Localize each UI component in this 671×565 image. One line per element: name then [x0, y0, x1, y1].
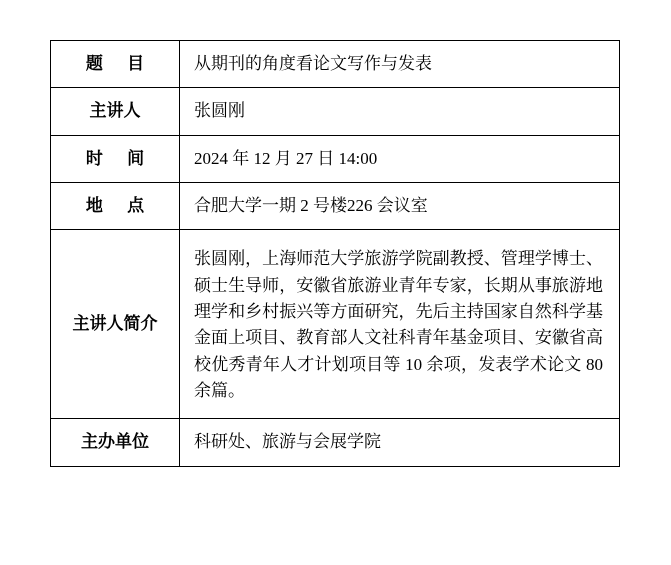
table-row [51, 135, 620, 182]
row-label-text: 时 间 [85, 148, 155, 168]
row-value-location: 合肥大学一期 2 号楼226 会议室 [180, 183, 620, 230]
table-row [51, 419, 620, 466]
row-label-bio: 主讲人简介 [51, 230, 180, 419]
row-label-time [51, 135, 180, 182]
table-row-bio [51, 230, 620, 419]
row-label-organizer: 主办单位 [51, 419, 180, 466]
lecture-info-table [50, 40, 620, 467]
row-value-time: 2024 年 12 月 27 日 14:00 [180, 135, 620, 182]
row-label-text: 地 点 [85, 196, 155, 216]
table-row [51, 88, 620, 135]
row-label-text: 题 目 [85, 54, 155, 73]
row-value-organizer: 科研处、旅游与会展学院 [180, 419, 620, 466]
row-value-title: 从期刊的角度看论文写作与发表 [180, 41, 620, 88]
row-label-speaker [51, 88, 180, 135]
row-label-title [51, 41, 180, 88]
row-label-location [51, 183, 180, 230]
table-row [51, 183, 620, 230]
row-value-speaker: 张圆刚 [180, 88, 620, 135]
table-row [51, 41, 620, 88]
row-label-text: 主讲人 [89, 101, 141, 121]
row-value-bio: 张圆刚，上海师范大学旅游学院副教授、管理学博士、硕士生导师，安徽省旅游业青年专家，长期从事旅游地理学和乡村振兴等方面研究，先后主持国家自然科学基金面上项目、教育部人文社科青年基金项目、安徽省高校优秀青年人才计划项目等 10 余项，发表学术论文 80 余篇。 [180, 230, 620, 419]
